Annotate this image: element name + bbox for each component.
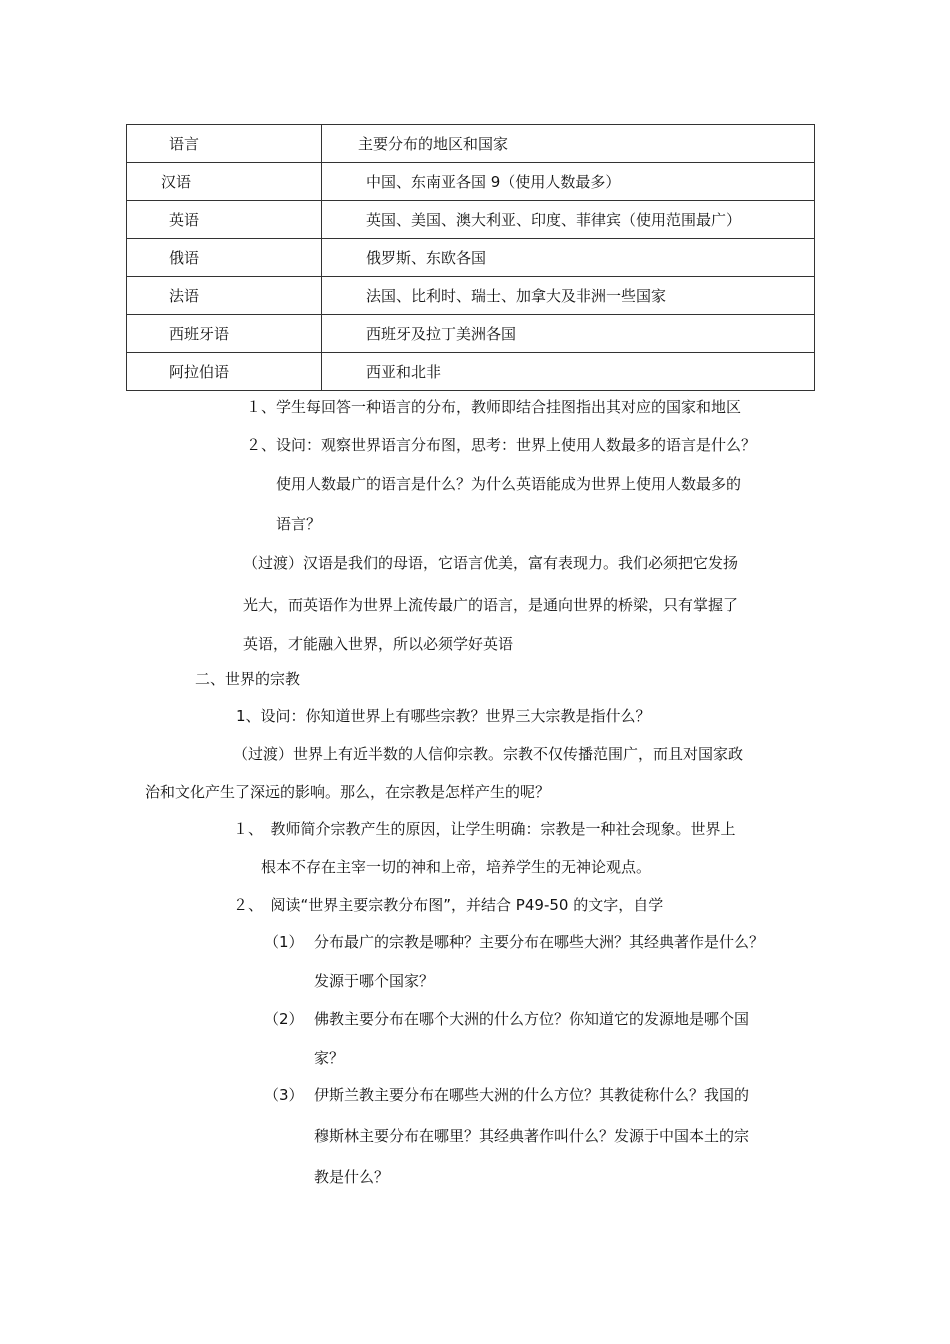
cell-regions: 英国、美国、澳大利亚、印度、菲律宾（使用范围最广）	[366, 211, 742, 229]
cell-language: 阿拉伯语	[169, 363, 230, 381]
table-row	[127, 315, 815, 353]
paragraph-line: 使用人数最广的语言是什么？为什么英语能成为世界上使用人数最多的	[276, 475, 742, 493]
list-number: （2）	[264, 1010, 304, 1028]
table-header-row	[127, 125, 815, 163]
header-language: 语言	[169, 135, 200, 153]
paragraph-line: （过渡）世界上有近半数的人信仰宗教。宗教不仅传播范围广，而且对国家政	[233, 745, 744, 763]
paragraph-line: 根本不存在主宰一切的神和上帝，培养学生的无神论观点。	[261, 858, 652, 876]
paragraph-line: ２、 阅读“世界主要宗教分布图”，并结合 P49-50 的文字，自学	[233, 896, 664, 914]
cell-language: 法语	[169, 287, 200, 305]
header-cell-regions	[322, 125, 815, 163]
list-item-text: 家？	[314, 1049, 345, 1067]
language-distribution-table	[126, 124, 815, 391]
paragraph-line: 1、设问：你知道世界上有哪些宗教？世界三大宗教是指什么？	[236, 707, 651, 725]
paragraph-line: （过渡）汉语是我们的母语，它语言优美，富有表现力。我们必须把它发扬	[243, 554, 739, 572]
cell-language: 俄语	[169, 249, 200, 267]
list-item-text: 分布最广的宗教是哪种？主要分布在哪些大洲？其经典著作是什么？	[314, 933, 765, 951]
cell-regions: 中国、东南亚各国 9（使用人数最多）	[366, 173, 621, 191]
cell-regions: 俄罗斯、东欧各国	[366, 249, 487, 267]
cell-regions: 法国、比利时、瑞士、加拿大及非洲一些国家	[366, 287, 667, 305]
paragraph-line: ２、设问：观察世界语言分布图，思考：世界上使用人数最多的语言是什么？	[246, 436, 757, 454]
cell-language: 汉语	[161, 173, 192, 191]
table-row	[127, 163, 815, 201]
paragraph-line: 光大，而英语作为世界上流传最广的语言，是通向世界的桥梁，只有掌握了	[243, 596, 739, 614]
table-row	[127, 277, 815, 315]
paragraph-line: 英语，才能融入世界，所以必须学好英语	[243, 635, 514, 653]
header-cell-language	[127, 125, 322, 163]
list-number: （3）	[264, 1086, 304, 1104]
paragraph-line: １、 教师简介宗教产生的原因，让学生明确：宗教是一种社会现象。世界上	[233, 820, 736, 838]
list-item-text: 教是什么？	[314, 1168, 390, 1186]
list-item-text: 穆斯林主要分布在哪里？其经典著作叫什么？发源于中国本土的宗	[314, 1127, 750, 1145]
list-item-text: 伊斯兰教主要分布在哪些大洲的什么方位？其教徒称什么？我国的	[314, 1086, 750, 1104]
list-number: （1）	[264, 933, 304, 951]
paragraph-line: 语言？	[276, 515, 322, 533]
cell-language: 西班牙语	[169, 325, 230, 343]
cell-regions: 西班牙及拉丁美洲各国	[366, 325, 517, 343]
header-regions: 主要分布的地区和国家	[358, 135, 509, 153]
section-heading: 二、世界的宗教	[195, 670, 301, 688]
cell-regions: 西亚和北非	[366, 363, 442, 381]
list-item-text: 佛教主要分布在哪个大洲的什么方位？你知道它的发源地是哪个国	[314, 1010, 750, 1028]
table-row	[127, 353, 815, 391]
paragraph-line: １、学生每回答一种语言的分布，教师即结合挂图指出其对应的国家和地区	[246, 398, 742, 416]
table-row	[127, 201, 815, 239]
paragraph-line: 治和文化产生了深远的影响。那么，在宗教是怎样产生的呢？	[145, 783, 551, 801]
list-item-text: 发源于哪个国家？	[314, 972, 435, 990]
cell-language: 英语	[169, 211, 200, 229]
table-row	[127, 239, 815, 277]
